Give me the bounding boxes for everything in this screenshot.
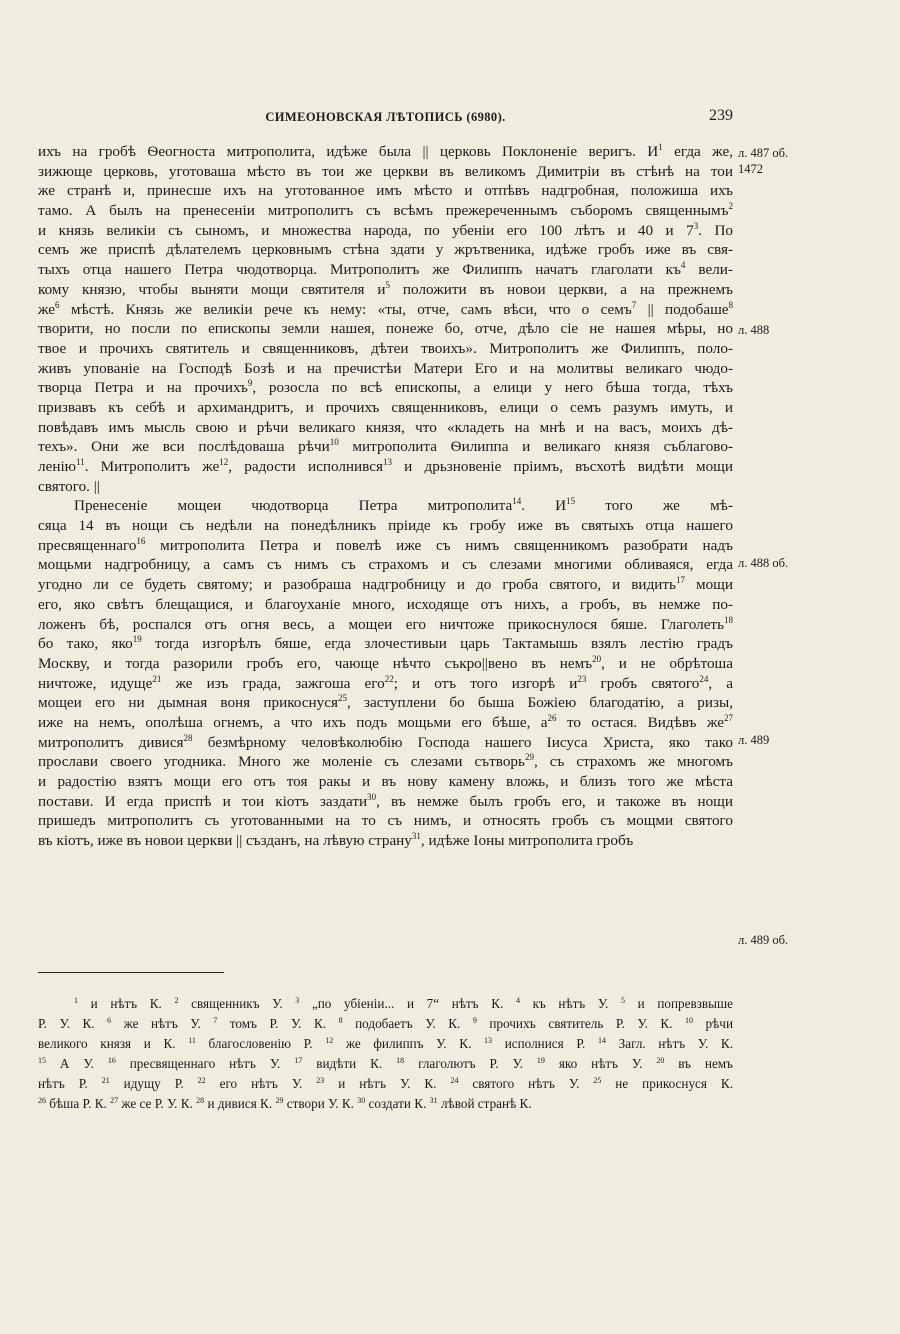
text-line [38, 634, 733, 654]
footnote-ref: 9 [472, 1016, 477, 1025]
text-line [38, 240, 733, 260]
footnote-ref: 13 [484, 1036, 493, 1045]
text-line [38, 221, 733, 241]
footnote-ref: 24 [450, 1076, 459, 1085]
footnote-line-segment: же нѣтъ У. [111, 1016, 214, 1031]
text-line [38, 516, 733, 536]
footnote-line-segment: въ немъ [664, 1056, 733, 1071]
margin-note-folio: л. 487 об. [738, 146, 789, 160]
text-line-segment: егда же, [662, 143, 733, 160]
running-title: СИМЕОНОВСКАЯ ЛѢТОПИСЬ (6980). [265, 110, 506, 124]
text-line [38, 339, 733, 359]
text-line-segment: иже на немъ, ополѣша огнемъ, а что ихъ подъ мощьми его бѣше, а [38, 713, 548, 731]
text-line [38, 181, 733, 201]
footnote-line-segment: благословенію Р. [195, 1036, 326, 1051]
text-line-segment: Москву, и тогда разорили гробъ его, чающе нѣчто съкро||вено въ немъ [38, 654, 593, 672]
text-line-segment: . Митрополитъ же [84, 458, 220, 475]
text-line [38, 693, 733, 713]
chronicle-text [38, 142, 733, 851]
text-line-segment: того же мѣ- [575, 497, 733, 515]
footnote-divider [38, 972, 224, 973]
footnote-ref: 26 [38, 1096, 46, 1105]
footnote-line-segment: Р. У. К. [38, 1016, 108, 1031]
footnote-ref: 6 [107, 1016, 112, 1025]
footnote-ref: 5 [385, 279, 391, 290]
footnote-ref: 31 [411, 831, 421, 842]
footnote-line [38, 1094, 733, 1114]
text-line-segment: безмѣрному человѣколюбію Господа нашего Іисуса Христа, яко тако [192, 733, 733, 751]
text-line-segment: Пренесеніе мощеи чюдотворца Петра митрополита [74, 497, 513, 515]
page-header [38, 104, 733, 134]
text-line [38, 201, 733, 221]
footnote-ref: 2 [728, 201, 733, 212]
text-line-segment: , заступлени бо быша Божіею благодатію, а ризы, [346, 694, 733, 712]
footnote-line-segment: рѣчи [693, 1016, 733, 1031]
footnote-ref: 16 [107, 1056, 116, 1065]
footnote-ref: 9 [247, 378, 253, 389]
footnote-ref: 19 [536, 1056, 545, 1065]
text-line [38, 713, 733, 733]
footnote-ref: 3 [295, 996, 300, 1005]
text-line-segment: прослави своего угодника. Много же моленіе съ слезами сътворь [38, 753, 525, 771]
text-line-segment: , а [708, 674, 734, 692]
margin-note-folio: л. 489 [738, 733, 770, 747]
footnote-line-segment: великого князя и К. [38, 1036, 189, 1051]
text-line [38, 437, 733, 457]
text-line [38, 457, 733, 477]
text-line [38, 555, 733, 575]
text-line [38, 772, 733, 792]
footnote-ref: 12 [325, 1036, 334, 1045]
margin-note-folio: л. 488 [738, 323, 770, 337]
text-line [38, 359, 733, 379]
text-line-segment: митрополита Ѳилиппа и великаго князя съблагово- [338, 438, 734, 456]
footnote-ref: 10 [329, 437, 339, 448]
text-line-segment: , съ страхомъ же многомъ [533, 753, 733, 771]
footnote-ref: 24 [699, 673, 709, 684]
text-line-segment: гробъ святого [586, 674, 700, 692]
footnote-line-segment: нѣтъ Р. [38, 1076, 102, 1091]
text-line-segment: ихъ на гробѣ Ѳеогноста митрополита, идѣже была || церковь Поклоненіе веригъ. И [38, 143, 659, 160]
footnote-ref: 20 [592, 653, 602, 664]
text-line-segment: и князь великіи съ сыномъ, и множества народа, по убеніи его 100 лѣтъ и 40 и 7 [38, 221, 694, 239]
text-line-segment: повѣдавъ имъ мысль свою и рѣчи великаго князя, что «кладеть на мнѣ и на васъ, моихъ дѣ- [38, 418, 733, 436]
text-line [38, 300, 733, 320]
footnote-ref: 15 [38, 1056, 46, 1065]
footnote-ref: 21 [101, 1076, 110, 1085]
footnote-ref: 29 [275, 1096, 284, 1105]
text-line-segment: , въ немже былъ гробъ его, и такоже въ нощи [376, 792, 733, 810]
text-line-segment: , идѣже Іоны митрополита гробъ [420, 832, 634, 850]
text-line [38, 831, 733, 851]
footnote-ref: 12 [219, 457, 229, 467]
text-line-segment: угодно ли се будеть святому; и разобраша надгробницу и до гроба святого, и видить [38, 576, 676, 594]
text-line-segment: творити, но посли по епископы земли нашея, понеже бо, отче, дѣло сіе не нашея мѣры, но [38, 320, 733, 338]
text-line-segment: призвавъ къ себѣ и архимандритъ, и прочихъ священниковъ, елици о семъ разумъ имуть, и [38, 398, 733, 416]
footnote-ref: 22 [197, 1076, 206, 1085]
text-line-segment: вели- [685, 261, 733, 279]
footnote-ref: 8 [728, 299, 733, 310]
footnotes [38, 994, 733, 1114]
footnote-ref: 26 [547, 712, 557, 723]
text-line-segment: зижюще церковь, уготоваша мѣсто въ тои же церкви въ великомъ Димитріи въ стѣнѣ на тои [38, 162, 733, 180]
text-line-segment: твое и прочихъ святитель и священниковъ, дѣтеи твоихъ». Митрополитъ же Филиппъ, поло- [38, 339, 733, 357]
text-line-segment: мѣстѣ. Князь же великіи рече къ нему: «ты, отче, самъ вѣси, что о семъ [59, 300, 632, 318]
footnote-line-segment: лѣвой странѣ К. [437, 1096, 532, 1111]
text-line-segment: ; и отъ того изгорѣ и [393, 674, 578, 692]
footnote-ref: 10 [685, 1016, 694, 1025]
text-line-segment: пресвященнаго [38, 536, 137, 554]
footnote-line-segment: А У. [46, 1056, 108, 1071]
footnote-ref: 27 [110, 1096, 119, 1105]
footnote-line [38, 1014, 733, 1034]
text-line-segment: то остася. Видѣвъ же [556, 713, 724, 731]
footnote-ref: 6 [55, 299, 60, 310]
text-line-segment: же странѣ и, принесше ихъ на уготованное имъ мѣсто и отпѣвъ надгробная, положиша ихъ [38, 182, 733, 200]
footnote-line-segment: же се Р. У. К. [118, 1096, 197, 1111]
text-line [38, 260, 733, 280]
footnote-ref: 18 [396, 1056, 405, 1065]
footnote-line-segment: исполнися Р. [492, 1036, 598, 1051]
footnote-ref: 4 [680, 260, 686, 271]
text-line-segment: ленію [38, 458, 77, 475]
footnote-line-segment: томъ Р. У. К. [217, 1016, 339, 1031]
footnote-ref: 1 [74, 996, 78, 1005]
text-line-segment: . И [521, 497, 567, 515]
footnote-line-segment: и нѣтъ У. К. [324, 1076, 451, 1091]
text-line-segment: мощи [684, 576, 733, 594]
text-line-segment: бо тако, яко [38, 635, 133, 653]
text-line-segment: положити въ новои церкви, а на прежнемъ [390, 280, 733, 298]
footnote-line-segment: же филиппъ У. К. [333, 1036, 485, 1051]
footnote-line-segment: святого нѣтъ У. [458, 1076, 594, 1091]
footnote-line [38, 1074, 733, 1094]
footnote-line-segment: глаголютъ Р. У. [404, 1056, 537, 1071]
margin-note-folio: л. 488 об. [738, 556, 789, 570]
text-line [38, 378, 733, 398]
footnote-ref: 14 [512, 496, 522, 507]
footnote-line-segment: подобаетъ У. К. [342, 1016, 473, 1031]
text-line-segment: мощьми надгробницу, а самъ съ нимъ съ страхомъ и съ слезами многими обливаяся, егда [38, 556, 733, 574]
text-line-segment: || подобаше [636, 300, 729, 318]
text-line [38, 792, 733, 812]
text-line-segment: и радостію взятъ мощи его отъ тоя ракы и въ нову камену вложь, и близъ того же мѣста [38, 773, 733, 790]
footnote-ref: 21 [152, 673, 162, 684]
text-line-segment: митрополита Петра и повелѣ иже съ нимъ священникомъ разобрати надъ [145, 536, 733, 554]
footnote-line-segment: Загл. нѣтъ У. К. [605, 1036, 734, 1051]
text-line-segment: . По [698, 221, 734, 239]
text-line-segment: пришедъ митрополитъ съ уготованными на то съ нимъ, и относять гробъ съ мощми святого [38, 812, 733, 830]
footnote-ref: 29 [524, 752, 534, 763]
text-line-segment: же изъ града, зажгоша его [161, 674, 385, 692]
footnote-line-segment: бѣша Р. К. [46, 1096, 111, 1111]
footnote-line-segment: „по убіеніи... и 7“ нѣтъ К. [299, 996, 516, 1011]
footnote-ref: 4 [515, 996, 520, 1005]
footnote-ref: 1 [658, 142, 663, 152]
text-line-segment: тыхъ отца нашего Петра чюдотворца. Митрополитъ же Филиппъ начатъ глаголати къ [38, 261, 681, 279]
footnote-ref: 25 [593, 1076, 602, 1085]
text-line [38, 319, 733, 339]
footnote-ref: 28 [183, 732, 193, 743]
text-line-segment: тогда изгорѣлъ бяше, егда злочестивыи царь Тактамышь взялъ лестію градъ [141, 635, 733, 653]
footnote-ref: 5 [621, 996, 625, 1005]
text-line-segment: сяца 14 въ нощи съ недѣли на понедѣлникъ пріиде къ гробу иже въ святыхъ отца нашего [38, 517, 733, 535]
text-line [38, 752, 733, 772]
footnote-line-segment: пресвященнаго нѣтъ У. [115, 1056, 295, 1071]
footnote-ref: 20 [656, 1056, 665, 1065]
text-line-segment: его, яко свѣтъ блещащися, и благоуханіе много, исходяще отъ нихъ, а гробъ, въ немже по- [38, 595, 733, 613]
text-line [38, 142, 733, 162]
footnote-line-segment: идущу Р. [109, 1076, 198, 1091]
text-line-segment: семъ же приспѣ дѣлателемъ церковнымъ стѣна здати у жрътвеника, идѣже гробъ иже въ свя- [38, 241, 733, 259]
text-line-segment: мощеи его ни дымная воня прикоснуся [38, 694, 338, 712]
footnote-ref: 13 [383, 457, 392, 467]
footnote-ref: 23 [577, 673, 587, 684]
text-line-segment: ничтоже, идуще [38, 674, 153, 692]
text-line-segment: кому князю, чтобы выняти мощи святителя и [38, 280, 386, 298]
footnote-ref: 22 [384, 673, 394, 684]
text-line-segment: же [38, 300, 56, 318]
text-line-segment: живъ упованіе на Господѣ Бозѣ и на пречистѣи Матери Его и на молитвы великаго чюдо- [38, 359, 733, 377]
text-line [38, 536, 733, 556]
text-line [38, 615, 733, 635]
footnote-line-segment: створи У. К. [283, 1096, 358, 1111]
text-line [38, 162, 733, 182]
footnote-line-segment: не прикоснуся К. [601, 1076, 734, 1091]
footnote-ref: 25 [337, 693, 347, 704]
text-line-segment: постави. И егда приспѣ и тои кіотъ заздати [38, 792, 368, 810]
text-line-segment: , и не обрѣтоша [601, 654, 733, 672]
text-line [38, 496, 733, 516]
footnote-line-segment: и попревзвыше [625, 996, 734, 1011]
footnote-line-segment: къ нѣтъ У. [519, 996, 621, 1011]
text-line [38, 398, 733, 418]
text-line [38, 575, 733, 595]
footnote-line [38, 994, 733, 1014]
footnote-line-segment: и дивися К. [204, 1096, 276, 1111]
text-line [38, 477, 733, 497]
footnote-line-segment: создати К. [365, 1096, 430, 1111]
footnote-ref: 11 [188, 1036, 196, 1045]
footnote-ref: 17 [675, 575, 685, 586]
footnote-ref: 23 [316, 1076, 325, 1085]
text-line-segment: творца Петра и на прочихъ [38, 379, 248, 397]
footnote-ref: 31 [429, 1096, 438, 1105]
text-line [38, 595, 733, 615]
footnote-ref: 17 [294, 1056, 303, 1065]
footnote-ref: 28 [196, 1096, 205, 1105]
text-line-segment: святого. || [38, 477, 100, 495]
text-line-segment: и дрьзновеніе пріимъ, въсхотѣ видѣти мощи [392, 458, 733, 475]
footnote-ref: 15 [566, 496, 576, 507]
footnote-line-segment: прочихъ святитель Р. У. К. [476, 1016, 686, 1031]
footnote-line-segment: видѣти К. [302, 1056, 397, 1071]
text-line [38, 280, 733, 300]
footnote-ref: 2 [174, 996, 179, 1005]
text-line-segment: , розосла по вcѣ епископы, а елици у него бѣша тогда, тѣхъ [252, 379, 733, 397]
footnote-ref: 7 [631, 299, 637, 310]
text-line-segment: , радости исполнився [228, 458, 383, 475]
footnote-ref: 16 [136, 535, 146, 546]
text-line-segment: тамо. А былъ на пренесеніи митрополитъ съ всѣмъ прежереченнымъ съборомъ священнымъ [38, 202, 729, 220]
footnote-ref: 30 [367, 791, 377, 802]
footnote-ref: 27 [723, 712, 733, 723]
footnote-ref: 8 [338, 1016, 343, 1025]
text-line-segment: техъ». Они же вси послѣдоваша рѣчи [38, 438, 330, 456]
footnote-line-segment: и нѣтъ К. [78, 996, 175, 1011]
margin-note-year: 1472 [738, 162, 763, 176]
footnote-ref: 7 [213, 1016, 218, 1025]
text-line-segment: митрополитъ дивися [38, 733, 184, 751]
footnote-line [38, 1034, 733, 1054]
text-line [38, 811, 733, 831]
footnote-ref: 3 [693, 220, 699, 231]
text-line-segment: въ кіотъ, иже въ новои церкви || създанъ, на лѣвую страну [38, 832, 412, 850]
text-line [38, 654, 733, 674]
text-line [38, 418, 733, 438]
text-line-segment: ложенъ бѣ, роспался отъ огня весь, а мощеи его ничтоже прикоснулося бяше. Глаголеть [38, 615, 724, 633]
footnote-ref: 14 [597, 1036, 606, 1045]
footnote-line-segment: его нѣтъ У. [205, 1076, 317, 1091]
footnote-ref: 11 [76, 457, 85, 467]
margin-note-folio: л. 489 об. [738, 933, 789, 947]
footnote-line [38, 1054, 733, 1074]
footnote-line-segment: священникъ У. [178, 996, 296, 1011]
footnote-ref: 18 [724, 614, 733, 625]
text-line [38, 733, 733, 753]
footnote-ref: 30 [357, 1096, 366, 1105]
footnote-ref: 19 [132, 634, 142, 645]
text-line [38, 674, 733, 694]
page-number: 239 [709, 107, 733, 124]
footnote-line-segment: яко нѣтъ У. [544, 1056, 657, 1071]
